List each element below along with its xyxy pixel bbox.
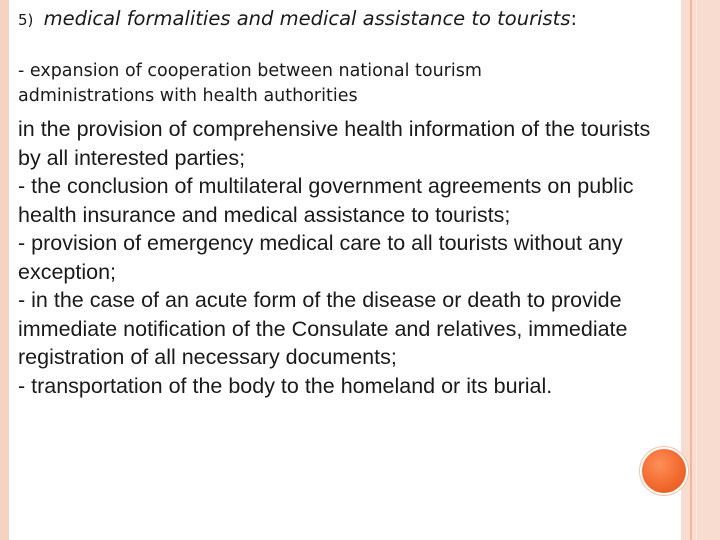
body-line: - in the case of an acute form of the disease or death to provide immediate notification of the Consulate and relatives, immediate registration of all necessary documents; <box>18 288 628 369</box>
heading-colon: : <box>570 7 578 30</box>
slide-content <box>18 6 678 400</box>
slide-heading <box>18 6 678 33</box>
intro-paragraph: - expansion of cooperation between national tourism administrations with health authorities <box>18 61 482 106</box>
heading-number: 5) <box>18 11 34 29</box>
right-border-line-light <box>696 0 697 540</box>
body-line: - the conclusion of multilateral government agreements on public health insurance and medical assistance to tourists; <box>18 174 634 227</box>
left-border-decoration <box>0 0 9 540</box>
right-border-decoration <box>681 0 720 540</box>
body-text <box>18 115 678 400</box>
body-line: - provision of emergency medical care to all tourists without any exception; <box>18 231 623 284</box>
heading-title: medical formalities and medical assistance to tourists <box>43 7 571 30</box>
body-line: in the provision of comprehensive health information of the tourists by all interested parties; <box>18 117 651 170</box>
orange-circle-decoration <box>642 449 686 493</box>
right-border-line <box>690 0 692 540</box>
body-line: - transportation of the body to the homeland or its burial. <box>18 373 553 398</box>
